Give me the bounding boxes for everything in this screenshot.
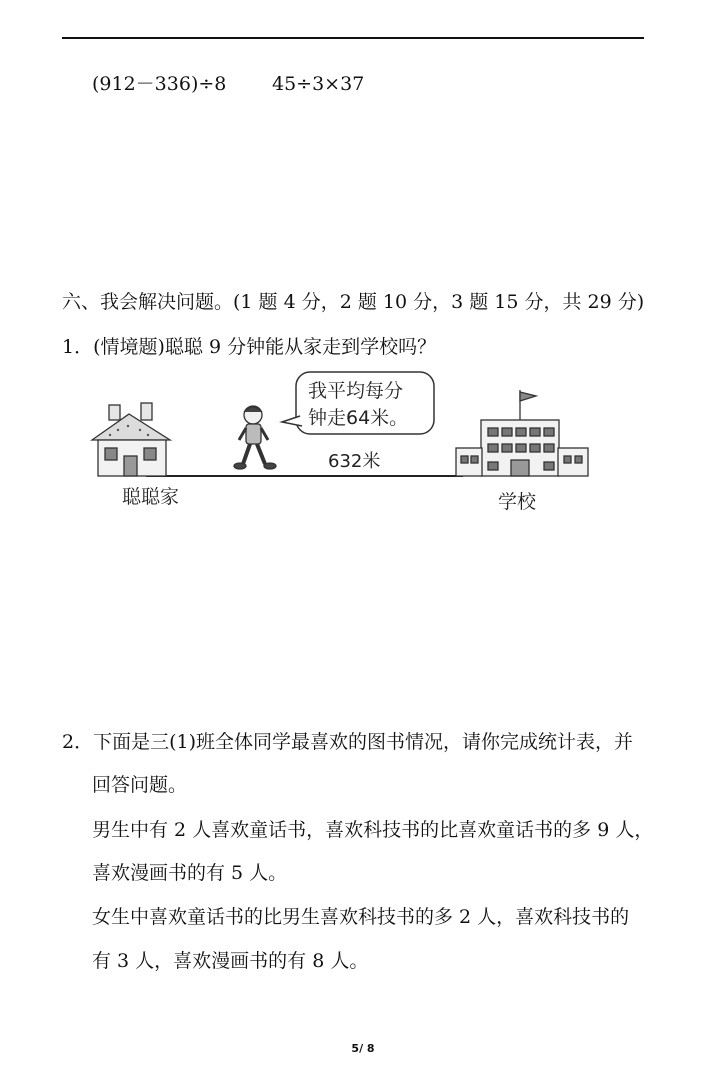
house-icon	[92, 403, 170, 476]
expression-2: 45÷3×37	[272, 73, 365, 95]
page-number: 5/ 8	[351, 1042, 375, 1055]
question-2-line-6: 有 3 人，喜欢漫画书的有 8 人。	[92, 950, 369, 972]
question-1-illustration	[88, 368, 608, 518]
section-6-heading: 六、我会解决问题。(1 题 4 分，2 题 10 分，3 题 15 分，共 29 分)	[62, 291, 645, 313]
question-2-line-2: 回答问题。	[92, 774, 188, 796]
question-2-line-3: 男生中有 2 人喜欢童话书，喜欢科技书的比喜欢童话书的多 9 人，	[92, 819, 654, 841]
question-2-line-4: 喜欢漫画书的有 5 人。	[92, 862, 288, 884]
school-label: 学校	[498, 491, 537, 513]
question-1-text: 1．(情境题)聪聪 9 分钟能从家走到学校吗？	[62, 336, 437, 358]
speech-line-1: 我平均每分	[308, 380, 404, 402]
boy-icon	[234, 406, 276, 469]
top-rule	[62, 37, 644, 39]
question-2-line-1: 2．下面是三(1)班全体同学最喜欢的图书情况，请你完成统计表，并	[62, 731, 634, 753]
home-label: 聪聪家	[122, 486, 180, 508]
speech-line-2: 钟走64米。	[308, 407, 409, 429]
school-icon	[456, 390, 588, 476]
question-2-line-5: 女生中喜欢童话书的比男生喜欢科技书的多 2 人，喜欢科技书的	[92, 906, 630, 928]
distance-label: 632米	[328, 451, 381, 472]
expression-1: (912－336)÷8	[92, 73, 227, 95]
